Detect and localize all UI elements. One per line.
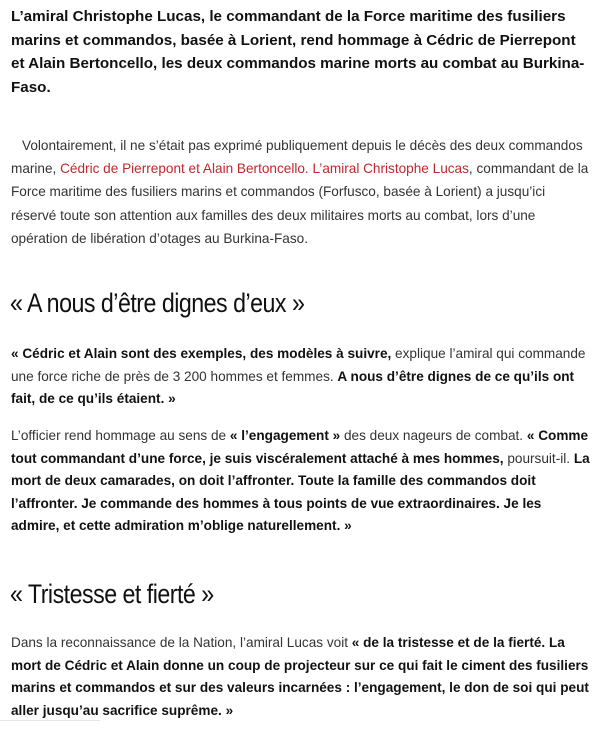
quote-bold-engagement: « l’engagement » (229, 428, 341, 443)
quote-text-1: explique l’amiral qui commande une force riche de près de 3 200 hommes et femmes. (11, 346, 586, 384)
section-heading-tristesse: « Tristesse et fierté » (10, 579, 214, 609)
quote-text-2c: poursuit-il. (503, 450, 574, 466)
quote-paragraph-2 (11, 425, 591, 538)
intro-text-1: Volontairement, il ne s’était pas exprimé publiquement depuis le décès des deux commandos marine, (11, 138, 583, 177)
intro-text-2: , commandant de la Force maritime des fusiliers marins et commandos (Forfusco, basée à Lorient) a jusqu’ici réservé toute son attention aux familles des deux militaires morts au combat, lors d’une opération de libération d’otages au Burkina-Faso. (11, 161, 589, 246)
quote-text-2b: des deux nageurs de combat. (340, 428, 527, 443)
victims-names-link[interactable]: Cédric de Pierrepont et Alain Bertoncello. (60, 161, 309, 177)
quote-bold-camarades: La mort de deux camarades, on doit l’affronter. Toute la famille des commandos doit l’affronter. Je commande des hommes à tous points de vue extraordinaires. Je les admire, et cette admiration m’oblige naturellement. » (11, 450, 590, 534)
quote-text-3: Dans la reconnaissance de la Nation, l’amiral Lucas voit (11, 635, 352, 650)
quote-bold-1: « Cédric et Alain sont des exemples, des modèles à suivre, (11, 346, 392, 361)
quote-bold-tristesse: « de la tristesse et de la fierté. La mort de Cédric et Alain donne un coup de projecteur sur ce qui fait le ciment des fusiliers marins et commandos et sur des valeurs incarnées : l’engagement, le don de soi qui peut aller jusqu’au sacrifice suprême. » (11, 635, 589, 718)
section-heading-dignes: « A nous d’être dignes d’eux » (10, 288, 305, 318)
quote-bold-commandant: « Comme tout commandant d’une force, je suis viscéralement attaché à mes hommes, (11, 428, 589, 466)
intro-paragraph (11, 134, 591, 250)
quote-text-2a: L’officier rend hommage au sens de (11, 428, 230, 443)
quote-bold-2: A nous d’être dignes de ce qu’ils ont fait, de ce qu’ils étaient. » (11, 368, 575, 407)
quote-paragraph-3 (11, 632, 591, 722)
admiral-name-link[interactable]: L’amiral Christophe Lucas (312, 161, 469, 177)
quote-paragraph-1 (11, 343, 591, 411)
article-lead: L’amiral Christophe Lucas, le commandant de la Force maritime des fusiliers marins et commandos, basée à Lorient, rend hommage à Cédric de Pierrepont et Alain Bertoncello, les deux commandos marine morts au combat au Burkina-Faso. (11, 8, 585, 96)
